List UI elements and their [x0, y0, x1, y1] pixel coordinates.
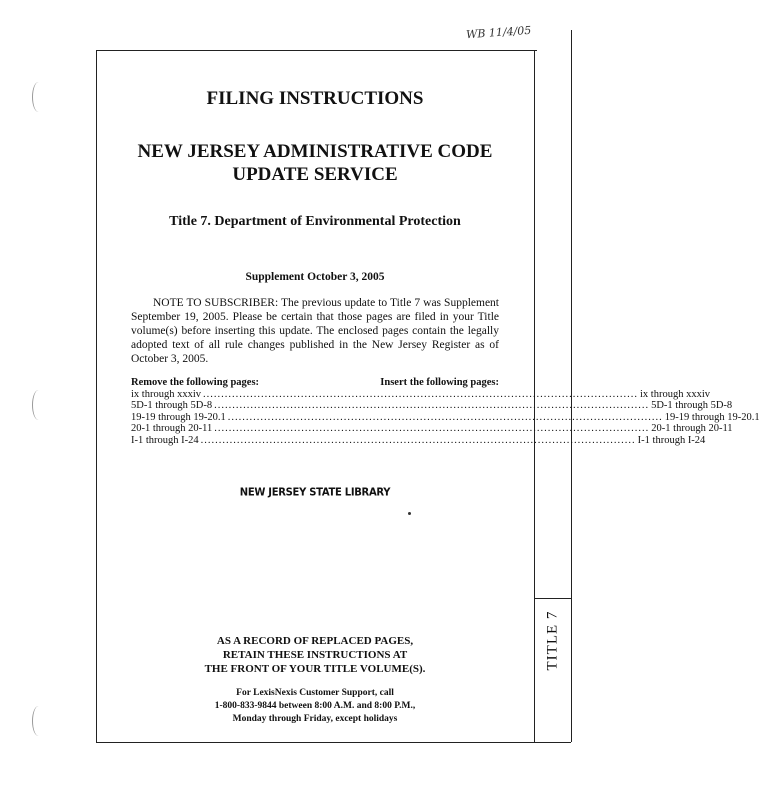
table-row	[131, 423, 733, 435]
supplement-date: Supplement October 3, 2005	[245, 271, 385, 283]
code-title-line1: NEW JERSEY ADMINISTRATIVE CODE	[137, 141, 493, 162]
code-title	[96, 140, 534, 186]
record-notice-line3: THE FRONT OF YOUR TITLE VOLUME(S).	[204, 663, 426, 675]
tab-divider	[534, 598, 571, 599]
table-row	[131, 411, 760, 424]
pages-table	[131, 377, 760, 446]
dot-leader: ........................................................................................................................	[214, 400, 650, 411]
page-frame-bottom	[96, 742, 571, 743]
handwritten-annotation: WB 11/4/05	[465, 23, 532, 42]
support-line1: For LexisNexis Customer Support, call	[236, 688, 394, 698]
code-title-line2: UPDATE SERVICE	[232, 164, 398, 185]
insert-header: Insert the following pages:	[380, 377, 499, 388]
page-frame-top	[96, 50, 537, 51]
remove-pages: ix through xxxiv	[131, 388, 201, 400]
tab-edge	[571, 30, 572, 742]
binder-hole-middle	[32, 390, 45, 420]
remove-pages: 5D-1 through 5D-8	[131, 400, 213, 411]
customer-support	[96, 687, 534, 726]
pages-table-header	[131, 377, 499, 389]
remove-pages: 19-19 through 19-20.1	[131, 411, 226, 423]
insert-pages: I-1 through I-24	[637, 434, 706, 446]
table-row	[131, 388, 710, 401]
title-tab-label: TITLE 7	[544, 610, 561, 671]
support-line3: Monday through Friday, except holidays	[232, 714, 398, 724]
record-notice-line2: RETAIN THESE INSTRUCTIONS AT	[222, 649, 408, 661]
record-notice-line1: AS A RECORD OF REPLACED PAGES,	[216, 635, 414, 647]
record-notice	[96, 634, 534, 676]
remove-pages: I-1 through I-24	[131, 434, 199, 446]
dot-leader: ........................................................................................................................	[214, 423, 650, 434]
page-title: FILING INSTRUCTIONS	[206, 88, 424, 109]
dot-leader: ........................................................................................................................	[200, 434, 636, 446]
insert-pages: 20-1 through 20-11	[651, 423, 733, 434]
dot-leader: ........................................................................................................................	[227, 411, 663, 423]
table-row	[131, 434, 706, 447]
table-row	[131, 400, 733, 412]
support-line2: 1-800-833-9844 between 8:00 A.M. and 8:00 P.M.,	[214, 701, 416, 711]
remove-pages: 20-1 through 20-11	[131, 423, 213, 434]
insert-pages: ix through xxxiv	[640, 388, 710, 400]
insert-pages: 5D-1 through 5D-8	[651, 400, 733, 411]
binder-hole-bottom	[32, 706, 45, 736]
scan-speck	[408, 512, 411, 515]
dot-leader: ........................................................................................................................	[203, 388, 638, 400]
insert-pages: 19-19 through 19-20.1	[664, 411, 760, 423]
binder-hole-top	[32, 82, 45, 112]
library-stamp: NEW JERSEY STATE LIBRARY	[239, 486, 391, 499]
subscriber-note: NOTE TO SUBSCRIBER: The previous update to Title 7 was Supplement September 19, 2005. Please be certain that those pages are filed in your Title volume(s) before inserting this update. The enclosed pages contain the legally adopted text of all rule changes published in the New Jersey Register as of October 3, 2005.	[131, 297, 499, 365]
department-heading: Title 7. Department of Environmental Protection	[169, 214, 461, 229]
remove-header: Remove the following pages:	[131, 377, 260, 388]
